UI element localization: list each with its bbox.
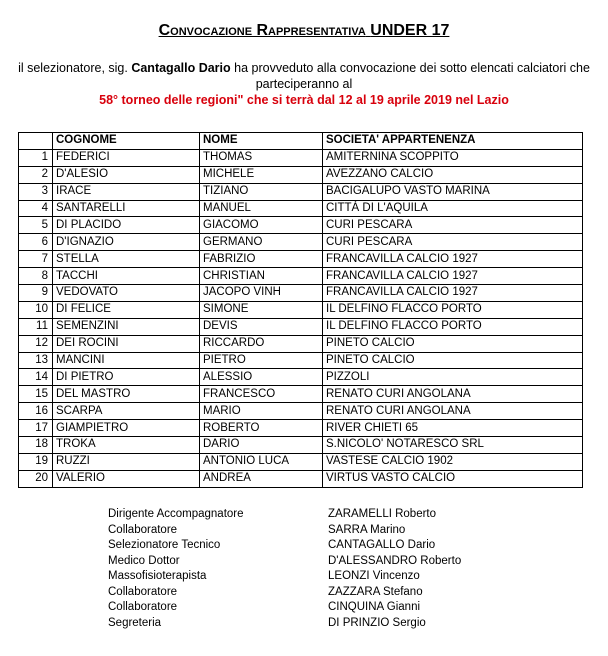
table-row bbox=[19, 453, 583, 470]
table-row bbox=[19, 301, 583, 318]
row-societa: CURI PESCARA bbox=[323, 234, 583, 251]
document-title bbox=[0, 22, 608, 40]
row-cognome: SANTARELLI bbox=[53, 200, 200, 217]
row-societa: CITTÀ DI L'AQUILA bbox=[323, 200, 583, 217]
table-row bbox=[19, 420, 583, 437]
row-societa: CURI PESCARA bbox=[323, 217, 583, 234]
table-row bbox=[19, 234, 583, 251]
row-nome: THOMAS bbox=[200, 149, 323, 166]
row-societa: VIRTUS VASTO CALCIO bbox=[323, 470, 583, 487]
row-nome: MARIO bbox=[200, 403, 323, 420]
row-number: 17 bbox=[19, 420, 53, 437]
header-cognome: COGNOME bbox=[53, 133, 200, 150]
row-number: 9 bbox=[19, 285, 53, 302]
row-cognome: DEL MASTRO bbox=[53, 386, 200, 403]
row-nome: MANUEL bbox=[200, 200, 323, 217]
row-number: 5 bbox=[19, 217, 53, 234]
staff-role: Massofisioterapista bbox=[108, 570, 207, 582]
header-societa: SOCIETA' APPARTENENZA bbox=[323, 133, 583, 150]
row-societa: PINETO CALCIO bbox=[323, 335, 583, 352]
table-row bbox=[19, 149, 583, 166]
row-nome: JACOPO VINH bbox=[200, 285, 323, 302]
row-cognome: DI PIETRO bbox=[53, 369, 200, 386]
row-societa: FRANCAVILLA CALCIO 1927 bbox=[323, 285, 583, 302]
table-row bbox=[19, 403, 583, 420]
row-societa: BACIGALUPO VASTO MARINA bbox=[323, 183, 583, 200]
selector-name: Cantagallo Dario bbox=[131, 61, 231, 75]
row-cognome: SEMENZINI bbox=[53, 318, 200, 335]
row-nome: ANDREA bbox=[200, 470, 323, 487]
table-row bbox=[19, 268, 583, 285]
row-societa: PINETO CALCIO bbox=[323, 352, 583, 369]
row-societa: AVEZZANO CALCIO bbox=[323, 166, 583, 183]
staff-role: Collaboratore bbox=[108, 523, 178, 536]
table-header-row bbox=[19, 133, 583, 150]
row-cognome: STELLA bbox=[53, 251, 200, 268]
row-societa: FRANCAVILLA CALCIO 1927 bbox=[323, 268, 583, 285]
row-number: 2 bbox=[19, 166, 53, 183]
row-nome: ROBERTO bbox=[200, 420, 323, 437]
row-societa: IL DELFINO FLACCO PORTO bbox=[323, 301, 583, 318]
row-nome: FRANCESCO bbox=[200, 386, 323, 403]
row-societa: IL DELFINO FLACCO PORTO bbox=[323, 318, 583, 335]
intro-text-a: il selezionatore, sig. bbox=[18, 61, 128, 75]
staff-name: CANTAGALLO Dario bbox=[328, 539, 436, 551]
row-societa: S.NICOLO' NOTARESCO SRL bbox=[323, 437, 583, 454]
table-row bbox=[19, 369, 583, 386]
row-cognome: DI FELICE bbox=[53, 301, 200, 318]
row-cognome: VEDOVATO bbox=[53, 285, 200, 302]
row-number: 13 bbox=[19, 352, 53, 369]
row-nome: CHRISTIAN bbox=[200, 268, 323, 285]
staff-role: Selezionatore Tecnico bbox=[108, 539, 221, 551]
table-row bbox=[19, 318, 583, 335]
table-row bbox=[19, 200, 583, 217]
row-nome: PIETRO bbox=[200, 352, 323, 369]
row-number: 18 bbox=[19, 437, 53, 454]
players-table bbox=[18, 132, 583, 488]
header-number bbox=[19, 133, 53, 150]
row-number: 8 bbox=[19, 268, 53, 285]
staff-name: SARRA Marino bbox=[328, 523, 406, 536]
row-societa: FRANCAVILLA CALCIO 1927 bbox=[323, 251, 583, 268]
row-nome: MICHELE bbox=[200, 166, 323, 183]
event-line: 58° torneo delle regioni" che si terrà dal 12 al 19 aprile 2019 nel Lazio bbox=[99, 93, 509, 107]
intro-text-b: ha provveduto alla convocazione dei sotto elencati calciatori che bbox=[234, 61, 590, 75]
row-societa: AMITERNINA SCOPPITO bbox=[323, 149, 583, 166]
row-cognome: IRACE bbox=[53, 183, 200, 200]
row-cognome: VALERIO bbox=[53, 470, 200, 487]
staff-names-column bbox=[328, 507, 461, 631]
row-number: 11 bbox=[19, 318, 53, 335]
row-number: 16 bbox=[19, 403, 53, 420]
row-nome: GERMANO bbox=[200, 234, 323, 251]
staff-role: Collaboratore bbox=[108, 585, 178, 598]
intro-paragraph bbox=[10, 60, 598, 108]
title-category: UNDER 17 bbox=[370, 22, 450, 39]
row-number: 7 bbox=[19, 251, 53, 268]
row-nome: TIZIANO bbox=[200, 183, 323, 200]
table-row bbox=[19, 386, 583, 403]
header-nome: NOME bbox=[200, 133, 323, 150]
row-cognome: TROKA bbox=[53, 437, 200, 454]
row-nome: ANTONIO LUCA bbox=[200, 453, 323, 470]
row-cognome: D'ALESIO bbox=[53, 166, 200, 183]
row-number: 4 bbox=[19, 200, 53, 217]
intro-line-1 bbox=[10, 60, 598, 76]
staff-role: Dirigente Accompagnatore bbox=[108, 508, 244, 520]
staff-name: ZARAMELLI Roberto bbox=[328, 508, 437, 520]
staff-role: Collaboratore bbox=[108, 601, 178, 613]
table-row bbox=[19, 183, 583, 200]
row-number: 19 bbox=[19, 453, 53, 470]
row-societa: PIZZOLI bbox=[323, 369, 583, 386]
row-nome: GIACOMO bbox=[200, 217, 323, 234]
row-cognome: D'IGNAZIO bbox=[53, 234, 200, 251]
staff-name: LEONZI Vincenzo bbox=[328, 570, 420, 582]
staff-role: Medico Dottor bbox=[108, 554, 180, 567]
table-row bbox=[19, 285, 583, 302]
table-row bbox=[19, 352, 583, 369]
staff-name: DI PRINZIO Sergio bbox=[328, 616, 426, 629]
row-cognome: MANCINI bbox=[53, 352, 200, 369]
row-societa: RENATO CURI ANGOLANA bbox=[323, 403, 583, 420]
title-text: Convocazione Rappresentativa bbox=[158, 22, 366, 39]
table-row bbox=[19, 251, 583, 268]
row-cognome: SCARPA bbox=[53, 403, 200, 420]
row-societa: VASTESE CALCIO 1902 bbox=[323, 453, 583, 470]
row-cognome: TACCHI bbox=[53, 268, 200, 285]
table-row bbox=[19, 166, 583, 183]
row-cognome: GIAMPIETRO bbox=[53, 420, 200, 437]
row-nome: SIMONE bbox=[200, 301, 323, 318]
table-row bbox=[19, 217, 583, 234]
row-number: 3 bbox=[19, 183, 53, 200]
row-societa: RENATO CURI ANGOLANA bbox=[323, 386, 583, 403]
row-number: 15 bbox=[19, 386, 53, 403]
table-row bbox=[19, 437, 583, 454]
row-nome: DEVIS bbox=[200, 318, 323, 335]
row-number: 12 bbox=[19, 335, 53, 352]
intro-line-2: parteciperanno al bbox=[255, 77, 353, 91]
row-number: 20 bbox=[19, 470, 53, 487]
row-number: 6 bbox=[19, 234, 53, 251]
row-nome: ALESSIO bbox=[200, 369, 323, 386]
row-societa: RIVER CHIETI 65 bbox=[323, 420, 583, 437]
row-cognome: FEDERICI bbox=[53, 149, 200, 166]
row-nome: RICCARDO bbox=[200, 335, 323, 352]
row-cognome: RUZZI bbox=[53, 453, 200, 470]
staff-name: CINQUINA Gianni bbox=[328, 601, 421, 613]
row-nome: FABRIZIO bbox=[200, 251, 323, 268]
row-number: 1 bbox=[19, 149, 53, 166]
table-body bbox=[19, 149, 583, 487]
table-row bbox=[19, 470, 583, 487]
staff-name: ZAZZARA Stefano bbox=[328, 585, 423, 598]
row-number: 10 bbox=[19, 301, 53, 318]
row-nome: DARIO bbox=[200, 437, 323, 454]
row-cognome: DI PLACIDO bbox=[53, 217, 200, 234]
row-number: 14 bbox=[19, 369, 53, 386]
staff-roles-column bbox=[108, 507, 244, 631]
staff-name: D'ALESSANDRO Roberto bbox=[328, 554, 462, 567]
table-row bbox=[19, 335, 583, 352]
staff-role: Segreteria bbox=[108, 616, 162, 629]
row-cognome: DEI ROCINI bbox=[53, 335, 200, 352]
